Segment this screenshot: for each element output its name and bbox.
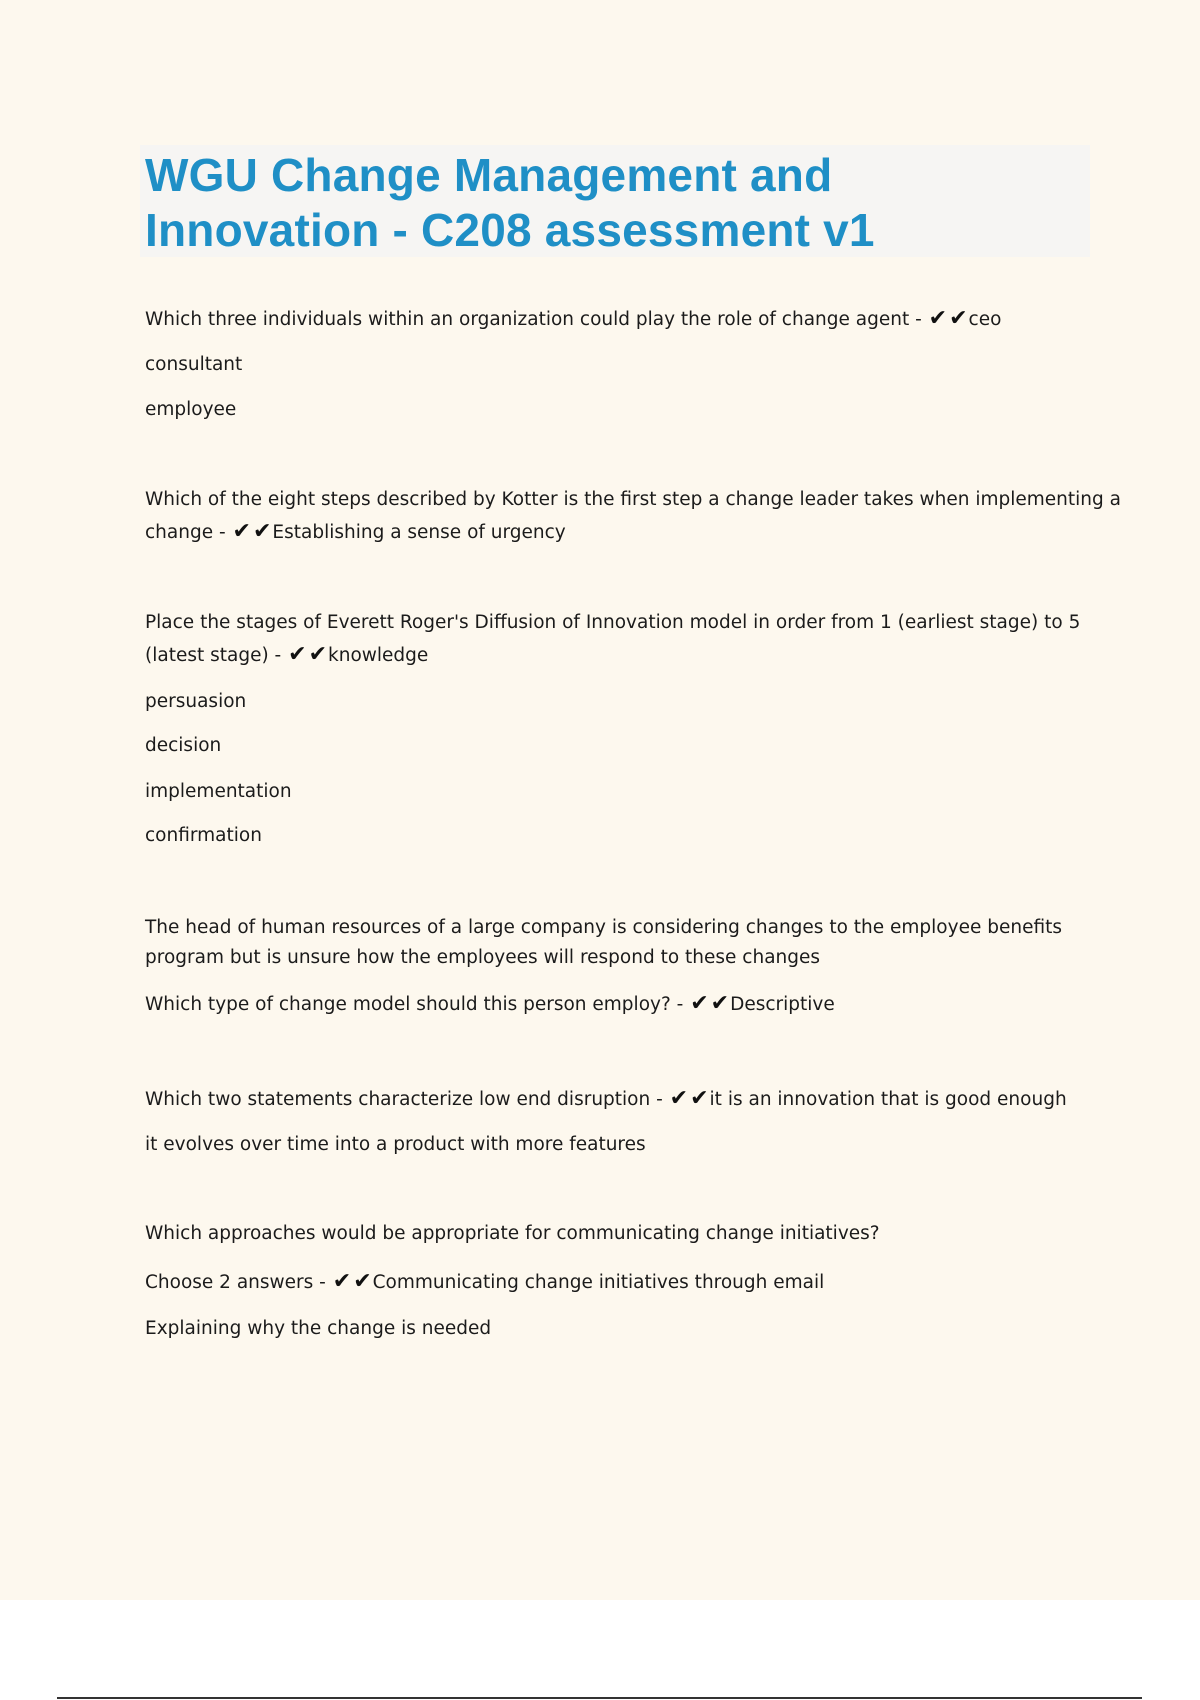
qa-6-answer: Communicating change initiatives through email: [372, 1272, 825, 1293]
title-line-1: WGU Change Management and: [145, 149, 833, 201]
check-icon: ✔: [353, 1269, 372, 1294]
qa-5-question: Which two statements characterize low end disruption -: [145, 1089, 663, 1110]
check-icon: ✔: [710, 991, 730, 1016]
qa-1-answer: ceo: [968, 309, 1002, 330]
check-icon: ✔: [928, 306, 948, 331]
check-icon: ✔: [252, 519, 272, 544]
title-line-2: Innovation - C208 assessment v1: [145, 204, 875, 256]
qa-5-question-line: [145, 1087, 1067, 1112]
qa-3-answer: knowledge: [328, 645, 429, 666]
check-icon: ✔: [288, 642, 307, 667]
check-icon: ✔: [308, 642, 327, 667]
qa-3-extra-3: implementation: [145, 781, 292, 802]
qa-1-question-line: [145, 307, 1001, 332]
qa-2-question-line-1: Which of the eight steps described by Kotter is the first step a change leader takes when implementing a: [145, 489, 1121, 510]
qa-6-question: Choose 2 answers -: [145, 1272, 326, 1293]
qa-5-answer: it is an innovation that is good enough: [709, 1089, 1067, 1110]
qa-1-extra-2: employee: [145, 399, 237, 420]
qa-3-question: (latest stage) -: [145, 645, 282, 666]
qa-3-extra-4: confirmation: [145, 825, 262, 846]
check-icon: ✔: [949, 306, 968, 331]
qa-4-question: Which type of change model should this person employ? -: [145, 994, 684, 1015]
qa-3-question-line-1: Place the stages of Everett Roger's Diffusion of Innovation model in order from 1 (earliest stage) to 5: [145, 612, 1081, 633]
qa-5-extra-1: it evolves over time into a product with more features: [145, 1134, 646, 1155]
footer-rule: [57, 1697, 1142, 1699]
qa-2-question: change -: [145, 522, 226, 543]
qa-4-context-line-1: The head of human resources of a large company is considering changes to the employee benefits: [145, 917, 1062, 938]
check-icon: ✔: [690, 1086, 709, 1111]
qa-3-extra-1: persuasion: [145, 691, 247, 712]
qa-6-question-line-2: [145, 1270, 824, 1295]
document-title: [145, 148, 875, 258]
check-icon: ✔: [232, 519, 251, 544]
qa-6-question-line-1: Which approaches would be appropriate for communicating change initiatives?: [145, 1223, 880, 1244]
qa-4-answer: Descriptive: [730, 994, 835, 1015]
qa-4-context-line-2: program but is unsure how the employees will respond to these changes: [145, 947, 821, 968]
qa-6-extra-1: Explaining why the change is needed: [145, 1318, 492, 1339]
check-icon: ✔: [690, 991, 709, 1016]
qa-3-question-line-2: [145, 643, 428, 668]
check-icon: ✔: [669, 1086, 689, 1111]
qa-4-question-line: [145, 992, 835, 1017]
check-icon: ✔: [332, 1269, 352, 1294]
qa-2-answer: Establishing a sense of urgency: [272, 522, 566, 543]
qa-3-extra-2: decision: [145, 735, 222, 756]
qa-2-question-line-2: [145, 520, 566, 545]
qa-1-question: Which three individuals within an organization could play the role of change agent -: [145, 309, 922, 330]
qa-1-extra-1: consultant: [145, 354, 243, 375]
